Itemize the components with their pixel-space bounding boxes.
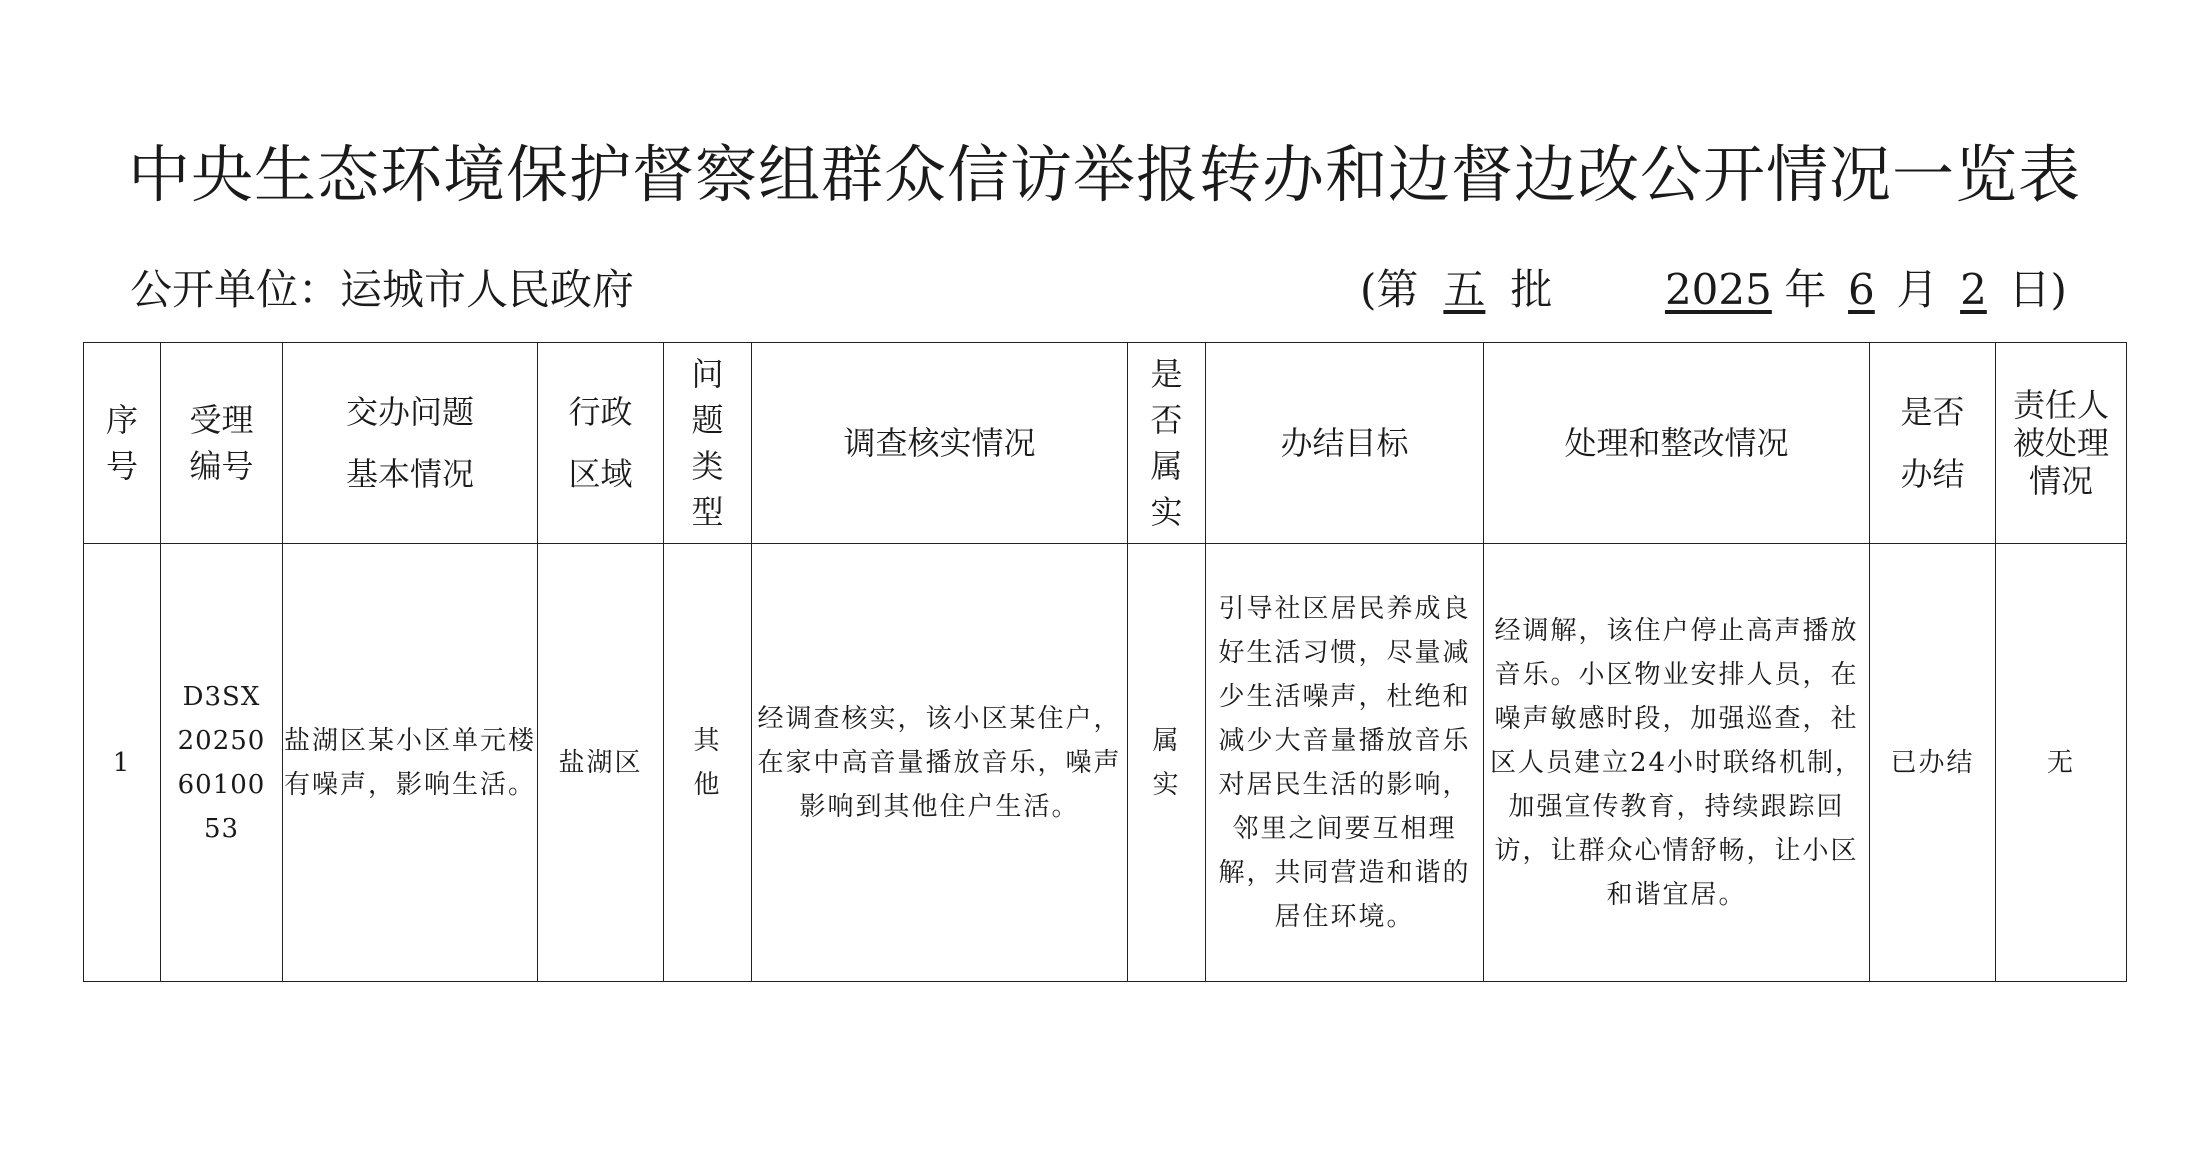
cell-closed: 已办结 <box>1870 544 1996 982</box>
header-verified <box>1128 343 1206 544</box>
cell-handling: 经调解，该住户停止高声播放音乐。小区物业安排人员，在噪声敏感时段，加强巡查，社区人员建立24小时联络机制，加强宣传教育，持续跟踪回访，让群众心情舒畅，让小区和谐宜居。 <box>1484 544 1870 982</box>
header-closed-line2: 办结 <box>1900 455 1965 493</box>
table-row <box>84 544 2127 982</box>
header-type-text: 问题类型 <box>691 355 724 531</box>
publishing-unit-label: 公开单位： <box>130 265 341 314</box>
cell-seq: 1 <box>84 544 161 982</box>
header-closed <box>1870 343 1996 544</box>
header-responsible-line1: 责任人 <box>2012 386 2109 424</box>
document-title: 中央生态环境保护督察组群众信访举报转办和边督边改公开情况一览表 <box>127 138 2081 211</box>
cell-id <box>161 544 283 982</box>
cell-region: 盐湖区 <box>538 544 664 982</box>
header-row <box>84 343 2127 544</box>
header-issue-line1: 交办问题 <box>345 393 474 431</box>
disclosure-table <box>83 342 2127 982</box>
header-closed-line1: 是否 <box>1900 393 1965 431</box>
cell-goal: 引导社区居民养成良好生活习惯，尽量减少生活噪声，杜绝和减少大音量播放音乐对居民生活的影响，邻里之间要互相理解，共同营造和谐的居住环境。 <box>1206 544 1484 982</box>
batch-suffix: 批 <box>1510 265 1553 314</box>
header-type <box>664 343 752 544</box>
header-seq-line1: 序 <box>105 401 138 439</box>
header-region-line1: 行政 <box>568 393 633 431</box>
header-responsible <box>1996 343 2127 544</box>
cell-investigation: 经调查核实，该小区某住户，在家中高音量播放音乐，噪声影响到其他住户生活。 <box>752 544 1128 982</box>
batch-date <box>1360 262 2067 318</box>
publishing-unit-name: 运城市人民政府 <box>340 265 635 314</box>
header-id <box>161 343 283 544</box>
batch-month-suffix: 月 <box>1896 265 1939 314</box>
header-id-line2: 编号 <box>189 447 254 485</box>
batch-number: 五 <box>1443 265 1486 314</box>
header-issue <box>283 343 538 544</box>
batch-open: (第 <box>1360 265 1419 314</box>
header-goal: 办结目标 <box>1206 343 1484 544</box>
header-region-line2: 区域 <box>568 455 633 493</box>
batch-year: 2025 <box>1664 265 1772 314</box>
cell-verified-text: 属实 <box>1152 725 1181 800</box>
header-investigation: 调查核实情况 <box>752 343 1128 544</box>
header-seq <box>84 343 161 544</box>
cell-type <box>664 544 752 982</box>
cell-id-text: D3SX202506010053 <box>177 681 266 844</box>
cell-type-text: 其他 <box>693 725 722 800</box>
batch-day: 2 <box>1960 265 1987 314</box>
batch-month: 6 <box>1848 265 1875 314</box>
header-region <box>538 343 664 544</box>
cell-responsible: 无 <box>1996 544 2127 982</box>
header-seq-line2: 号 <box>105 447 138 485</box>
header-responsible-line3: 情况 <box>2028 462 2093 500</box>
publishing-unit <box>130 262 634 318</box>
header-issue-line2: 基本情况 <box>345 455 474 493</box>
header-handling: 处理和整改情况 <box>1484 343 1870 544</box>
header-id-line1: 受理 <box>189 401 254 439</box>
cell-issue: 盐湖区某小区单元楼有噪声，影响生活。 <box>283 544 538 982</box>
batch-year-suffix: 年 <box>1784 265 1827 314</box>
header-verified-text: 是否属实 <box>1150 355 1183 531</box>
header-responsible-line2: 被处理 <box>2012 424 2109 462</box>
batch-day-suffix: 日) <box>2008 265 2067 314</box>
cell-verified <box>1128 544 1206 982</box>
